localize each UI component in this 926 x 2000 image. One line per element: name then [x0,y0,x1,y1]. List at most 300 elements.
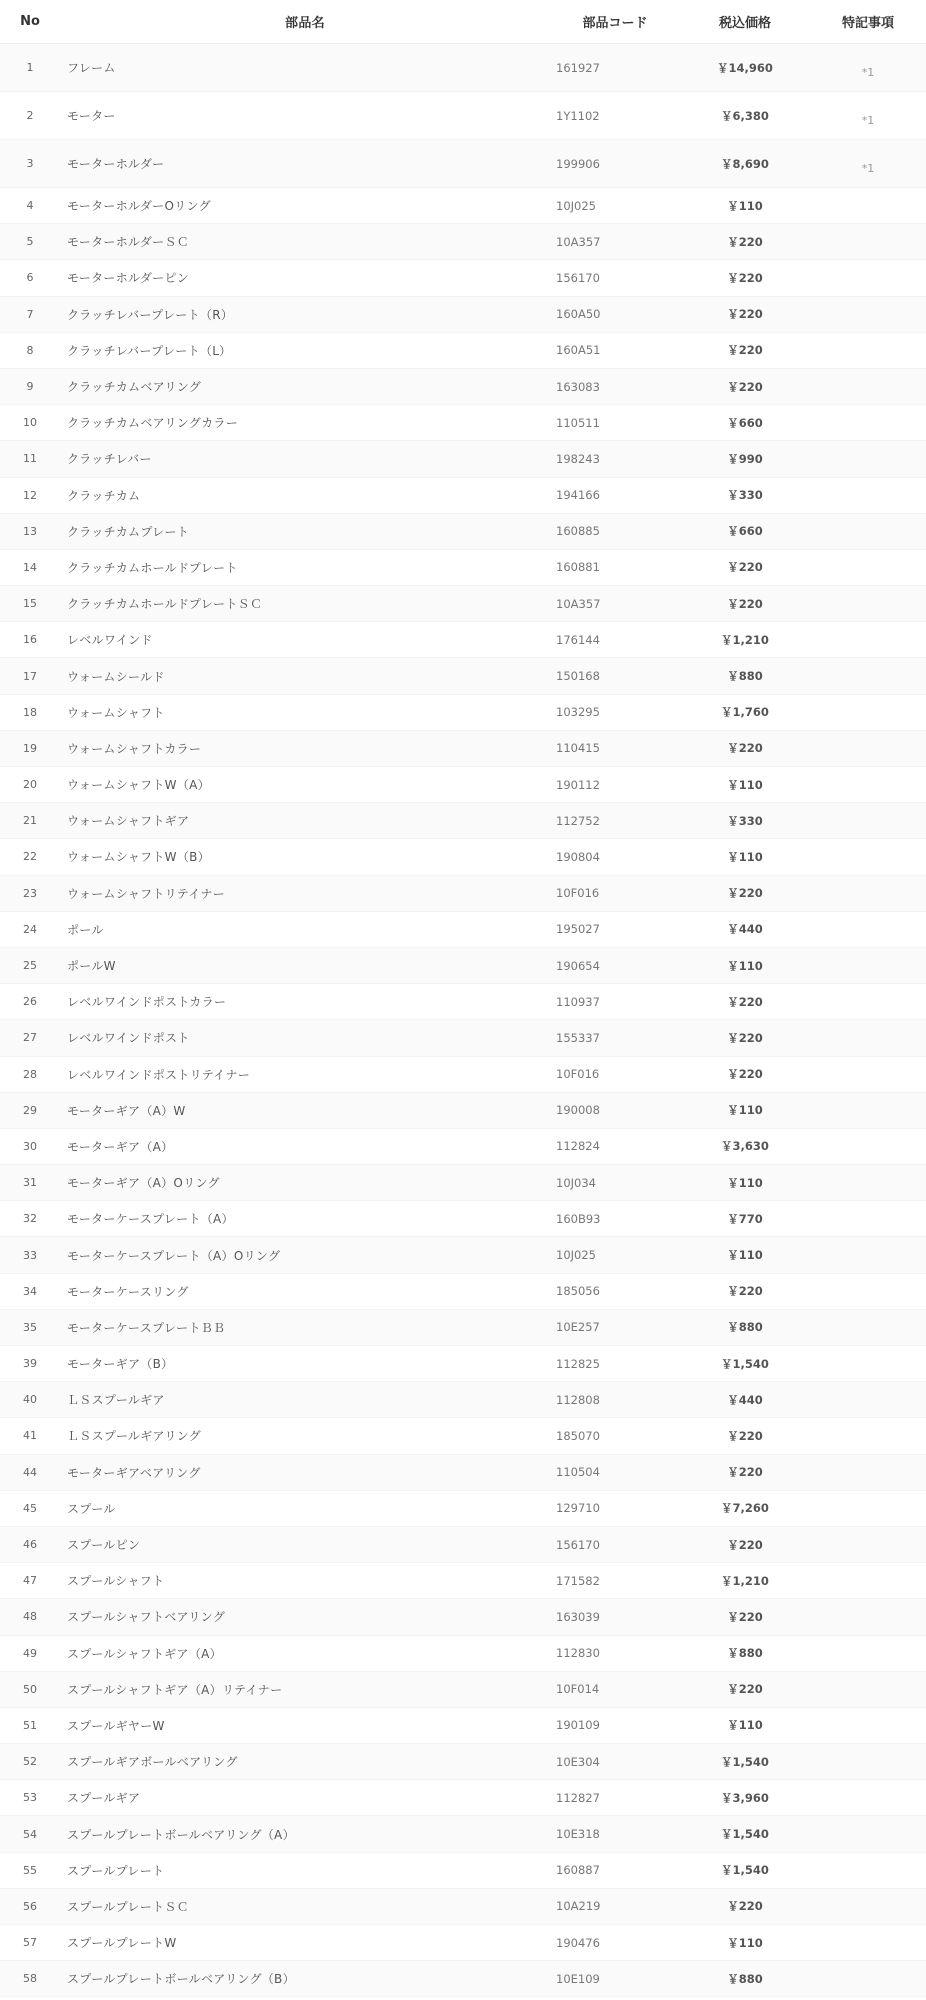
header-no: No [20,14,40,29]
part-price: ￥14,960 [717,60,773,75]
table-row [0,1237,926,1273]
table-row [0,1563,926,1599]
part-name: ＬＳスプールギアリング [67,1429,201,1444]
part-no: 41 [23,1429,37,1443]
part-code: 1Y1102 [556,108,600,123]
part-price: ￥220 [727,270,763,285]
part-code: 199906 [556,156,600,171]
part-note [810,345,926,355]
part-name: モーターケースリング [67,1284,189,1299]
part-name: ウォームシャフト [67,705,165,720]
table-row [0,333,926,369]
part-note [810,1322,926,1332]
part-price: ￥220 [727,886,763,901]
part-note [810,1214,926,1224]
part-note [810,273,926,283]
part-name: ウォームシャフトW（B） [67,850,210,865]
part-note [810,1793,926,1803]
part-code: 112752 [556,813,600,828]
part-note [810,526,926,536]
part-code: 150168 [556,669,600,684]
part-name: スプールシャフトギア（A）リテイナー [67,1682,283,1697]
table-row [0,912,926,948]
part-code: 112824 [556,1139,600,1154]
part-name: ウォームシールド [67,669,165,684]
part-code: 10J025 [556,198,596,213]
part-name: スプールプレートボールベアリング（A） [67,1827,295,1842]
table-row [0,658,926,694]
table-row [0,514,926,550]
part-no: 39 [23,1357,37,1371]
part-price: ￥220 [727,234,763,249]
part-price: ￥1,540 [721,1863,769,1878]
part-name: スプールプレートW [67,1936,177,1951]
part-no: 57 [23,1936,37,1950]
table-row [0,1672,926,1708]
part-no: 29 [23,1103,37,1117]
part-name: モーターホルダー [67,157,165,171]
part-price: ￥1,540 [721,1827,769,1842]
part-code: 155337 [556,1030,600,1045]
table-header [0,0,926,44]
table-row [0,188,926,224]
part-code: 176144 [556,632,600,647]
table-row [0,441,926,477]
part-name: スプールギヤーW [67,1718,165,1733]
part-code: 112825 [556,1356,600,1371]
part-no: 7 [26,307,34,321]
part-note [810,1395,926,1405]
part-no: 14 [23,560,37,574]
part-code: 10F016 [556,1067,600,1082]
part-no: 17 [23,669,37,683]
table-row [0,1310,926,1346]
table-row [0,369,926,405]
part-code: 10F014 [556,1682,600,1697]
table-row [0,92,926,140]
part-note [810,1431,926,1441]
part-name: モーターギアベアリング [67,1465,201,1480]
table-row [0,1165,926,1201]
part-no: 56 [23,1899,37,1913]
part-price: ￥220 [727,1899,763,1914]
part-no: 50 [23,1682,37,1696]
part-code: 190804 [556,849,600,864]
part-price: ￥110 [727,1718,763,1733]
part-name: モーターホルダーＳＣ [67,235,190,250]
part-no: 44 [23,1465,37,1479]
part-code: 190008 [556,1103,600,1118]
part-name: スプールプレート [67,1863,165,1878]
part-price: ￥1,210 [721,1573,769,1588]
part-name: スプール [67,1501,116,1516]
table-row [0,622,926,658]
part-note [810,1069,926,1079]
part-code: 103295 [556,705,600,720]
part-name: ポール [67,922,104,937]
part-no: 52 [23,1755,37,1769]
part-name: モーターギア（A）W [67,1103,186,1118]
part-note [810,309,926,319]
part-no: 13 [23,524,37,538]
part-price: ￥1,210 [721,632,769,647]
part-name: スプールプレートボールベアリング（B） [67,1972,295,1987]
part-note [810,1540,926,1550]
part-no: 24 [23,922,37,936]
part-code: 185056 [556,1284,600,1299]
part-name: フレーム [67,61,116,75]
part-no: 18 [23,705,37,719]
part-price: ￥990 [727,451,763,466]
part-price: ￥220 [727,1284,763,1299]
part-code: 160885 [556,524,600,539]
part-name: モーターケースプレートＢＢ [67,1320,226,1335]
table-row [0,1418,926,1454]
part-code: 195027 [556,922,600,937]
part-note [810,1684,926,1694]
part-price: ￥220 [727,560,763,575]
table-row [0,731,926,767]
part-code: 110504 [556,1465,600,1480]
part-price: ￥1,540 [721,1356,769,1371]
part-no: 47 [23,1574,37,1588]
part-price: ￥110 [727,1248,763,1263]
header-part-name: 部品名 [285,16,325,31]
table-row [0,1057,926,1093]
part-note [810,1865,926,1875]
part-code: 110937 [556,994,600,1009]
part-note [810,201,926,211]
part-note [810,671,926,681]
part-code: 190654 [556,958,600,973]
part-name: ウォームシャフトリテイナー [67,886,226,901]
table-row [0,1129,926,1165]
part-no: 1 [26,61,34,74]
part-note [810,888,926,898]
part-note: *1 [861,114,875,127]
part-name: クラッチカムプレート [67,524,190,539]
part-price: ￥330 [727,813,763,828]
table-row [0,1708,926,1744]
table-row [0,44,926,92]
part-name: クラッチレバープレート（L） [67,343,232,358]
part-no: 21 [23,814,37,828]
part-price: ￥110 [727,1175,763,1190]
part-price: ￥1,540 [721,1754,769,1769]
part-no: 40 [23,1393,37,1407]
part-name: スプールギア [67,1791,141,1806]
part-price: ￥660 [727,415,763,430]
part-price: ￥110 [727,1103,763,1118]
part-note [810,1033,926,1043]
part-code: 110415 [556,741,600,756]
table-row [0,478,926,514]
table-row [0,1925,926,1961]
part-price: ￥220 [727,1682,763,1697]
part-note [810,852,926,862]
part-name: モーターギア（B） [67,1357,174,1372]
part-note [810,1503,926,1513]
part-no: 28 [23,1067,37,1081]
part-no: 53 [23,1791,37,1805]
part-price: ￥220 [727,1609,763,1624]
part-code: 163039 [556,1609,600,1624]
part-price: ￥660 [727,524,763,539]
table-row [0,767,926,803]
part-no: 27 [23,1031,37,1045]
part-code: 112808 [556,1392,600,1407]
part-code: 156170 [556,270,600,285]
part-price: ￥110 [727,777,763,792]
table-row [0,1020,926,1056]
part-no: 23 [23,886,37,900]
part-price: ￥880 [727,1646,763,1661]
table-row [0,140,926,188]
part-name: ポールW [67,959,116,974]
part-code: 160B93 [556,1211,601,1226]
part-code: 160887 [556,1863,600,1878]
part-price: ￥330 [727,488,763,503]
part-code: 10E257 [556,1320,600,1335]
part-name: モーターケースプレート（A）Oリング [67,1248,281,1263]
part-name: クラッチカムベアリング [67,380,202,395]
table-row [0,297,926,333]
part-code: 110511 [556,415,600,430]
part-price: ￥220 [727,379,763,394]
part-price: ￥110 [727,1935,763,1950]
part-note [810,454,926,464]
part-code: 160A51 [556,343,601,358]
part-note [810,1576,926,1586]
part-note [810,490,926,500]
part-name: クラッチカム [67,488,141,503]
part-name: クラッチカムベアリングカラー [67,416,239,431]
part-no: 10 [23,416,37,430]
part-name: ウォームシャフトW（A） [67,778,210,793]
part-name: レベルワインド [67,633,153,648]
part-name: モーター [67,109,116,123]
part-code: 190112 [556,777,600,792]
part-code: 156170 [556,1537,600,1552]
table-row [0,1853,926,1889]
part-price: ￥880 [727,1971,763,1986]
part-price: ￥1,760 [721,705,769,720]
part-code: 10E304 [556,1754,600,1769]
part-no: 19 [23,741,37,755]
part-no: 31 [23,1176,37,1190]
part-price: ￥8,690 [721,156,769,171]
part-no: 45 [23,1501,37,1515]
part-name: レベルワインドポスト [67,1031,190,1046]
part-note [810,1901,926,1911]
part-name: モーターホルダーOリング [67,199,211,214]
part-name: スプールプレートＳＣ [67,1899,189,1914]
part-note [810,1829,926,1839]
part-code: 160881 [556,560,600,575]
part-code: 190476 [556,1935,600,1950]
part-note [810,562,926,572]
part-no: 20 [23,778,37,792]
part-name: スプールピン [67,1538,141,1553]
part-name: レベルワインドポストリテイナー [67,1067,251,1082]
table-row [0,1599,926,1635]
part-note [810,1467,926,1477]
part-note [810,1938,926,1948]
part-no: 55 [23,1863,37,1877]
part-code: 161927 [556,60,600,75]
part-code: 163083 [556,379,600,394]
part-code: 10A357 [556,234,601,249]
part-no: 6 [26,271,34,285]
table-row [0,550,926,586]
part-no: 12 [23,488,37,502]
part-name: モーターギア（A）Oリング [67,1176,220,1191]
part-price: ￥3,630 [721,1139,769,1154]
table-row [0,586,926,622]
part-no: 16 [23,633,37,647]
part-no: 22 [23,850,37,864]
part-price: ￥3,960 [721,1790,769,1805]
part-no: 3 [26,157,34,170]
table-row [0,1346,926,1382]
part-name: クラッチレバー [67,452,152,467]
table-row [0,224,926,260]
part-no: 25 [23,959,37,973]
part-no: 5 [26,235,34,249]
part-note [810,1105,926,1115]
part-code: 185070 [556,1428,600,1443]
part-no: 33 [23,1248,37,1262]
part-name: レベルワインドポストカラー [67,995,227,1010]
part-price: ￥110 [727,958,763,973]
part-no: 2 [26,109,34,122]
part-note [810,743,926,753]
table-row [0,1636,926,1672]
part-name: ＬＳスプールギア [67,1393,165,1408]
part-price: ￥220 [727,1537,763,1552]
part-note [810,780,926,790]
table-row [0,948,926,984]
part-code: 10F016 [556,886,600,901]
part-note [810,418,926,428]
part-note [810,599,926,609]
part-price: ￥220 [727,343,763,358]
part-note [810,961,926,971]
part-code: 10J034 [556,1175,596,1190]
part-price: ￥110 [727,198,763,213]
part-code: 10A357 [556,596,601,611]
part-price: ￥880 [727,1320,763,1335]
part-note [810,1720,926,1730]
table-row [0,1382,926,1418]
part-code: 112830 [556,1646,600,1661]
table-row [0,839,926,875]
part-name: クラッチレバープレート（R） [67,307,234,322]
table-row [0,803,926,839]
part-no: 46 [23,1538,37,1552]
part-code: 190109 [556,1718,600,1733]
part-code: 194166 [556,488,600,503]
table-row [0,1491,926,1527]
part-code: 160A50 [556,307,601,322]
part-note [810,1286,926,1296]
part-note [810,1648,926,1658]
part-price: ￥7,260 [721,1501,769,1516]
part-price: ￥220 [727,1428,763,1443]
part-no: 54 [23,1827,37,1841]
part-code: 171582 [556,1573,600,1588]
part-code: 10E318 [556,1827,600,1842]
part-price: ￥220 [727,1465,763,1480]
part-price: ￥220 [727,1067,763,1082]
part-no: 15 [23,597,37,611]
part-note [810,1141,926,1151]
part-price: ￥440 [727,1392,763,1407]
part-code: 129710 [556,1501,600,1516]
part-note [810,635,926,645]
part-name: ウォームシャフトギア [67,814,190,829]
part-price: ￥880 [727,669,763,684]
table-row [0,1093,926,1129]
part-code: 112827 [556,1790,600,1805]
part-price: ￥220 [727,994,763,1009]
part-price: ￥440 [727,922,763,937]
table-row [0,984,926,1020]
table-row [0,1816,926,1852]
table-row [0,1780,926,1816]
part-name: スプールシャフトギア（A） [67,1646,222,1661]
table-row [0,695,926,731]
part-name: クラッチカムホールドプレートＳＣ [67,597,263,612]
part-no: 49 [23,1646,37,1660]
part-price: ￥220 [727,1030,763,1045]
table-row [0,876,926,912]
part-note [810,924,926,934]
table-row [0,1274,926,1310]
part-note [810,997,926,1007]
part-name: スプールギアボールベアリング [67,1755,238,1770]
part-name: モーターギア（A） [67,1139,174,1154]
part-no: 26 [23,995,37,1009]
table-row [0,1527,926,1563]
part-note [810,237,926,247]
part-name: スプールシャフト [67,1574,165,1589]
part-no: 51 [23,1718,37,1732]
part-note [810,1250,926,1260]
header-part-code: 部品コード [582,16,648,31]
part-note [810,1178,926,1188]
table-row [0,1744,926,1780]
part-name: スプールシャフトベアリング [67,1610,226,1625]
header-note: 特記事項 [841,16,894,31]
part-note [810,816,926,826]
part-name: クラッチカムホールドプレート [67,560,238,575]
part-name: モーターホルダーピン [67,271,190,286]
part-no: 8 [26,343,34,357]
part-no: 35 [23,1320,37,1334]
part-note [810,1359,926,1369]
part-price: ￥110 [727,849,763,864]
header-price: 税込価格 [718,16,771,31]
part-no: 58 [23,1972,37,1986]
table-row [0,1455,926,1491]
part-note [810,1757,926,1767]
part-no: 11 [23,452,37,466]
part-no: 30 [23,1139,37,1153]
part-price: ￥770 [727,1211,763,1226]
part-price: ￥220 [727,596,763,611]
part-note [810,707,926,717]
